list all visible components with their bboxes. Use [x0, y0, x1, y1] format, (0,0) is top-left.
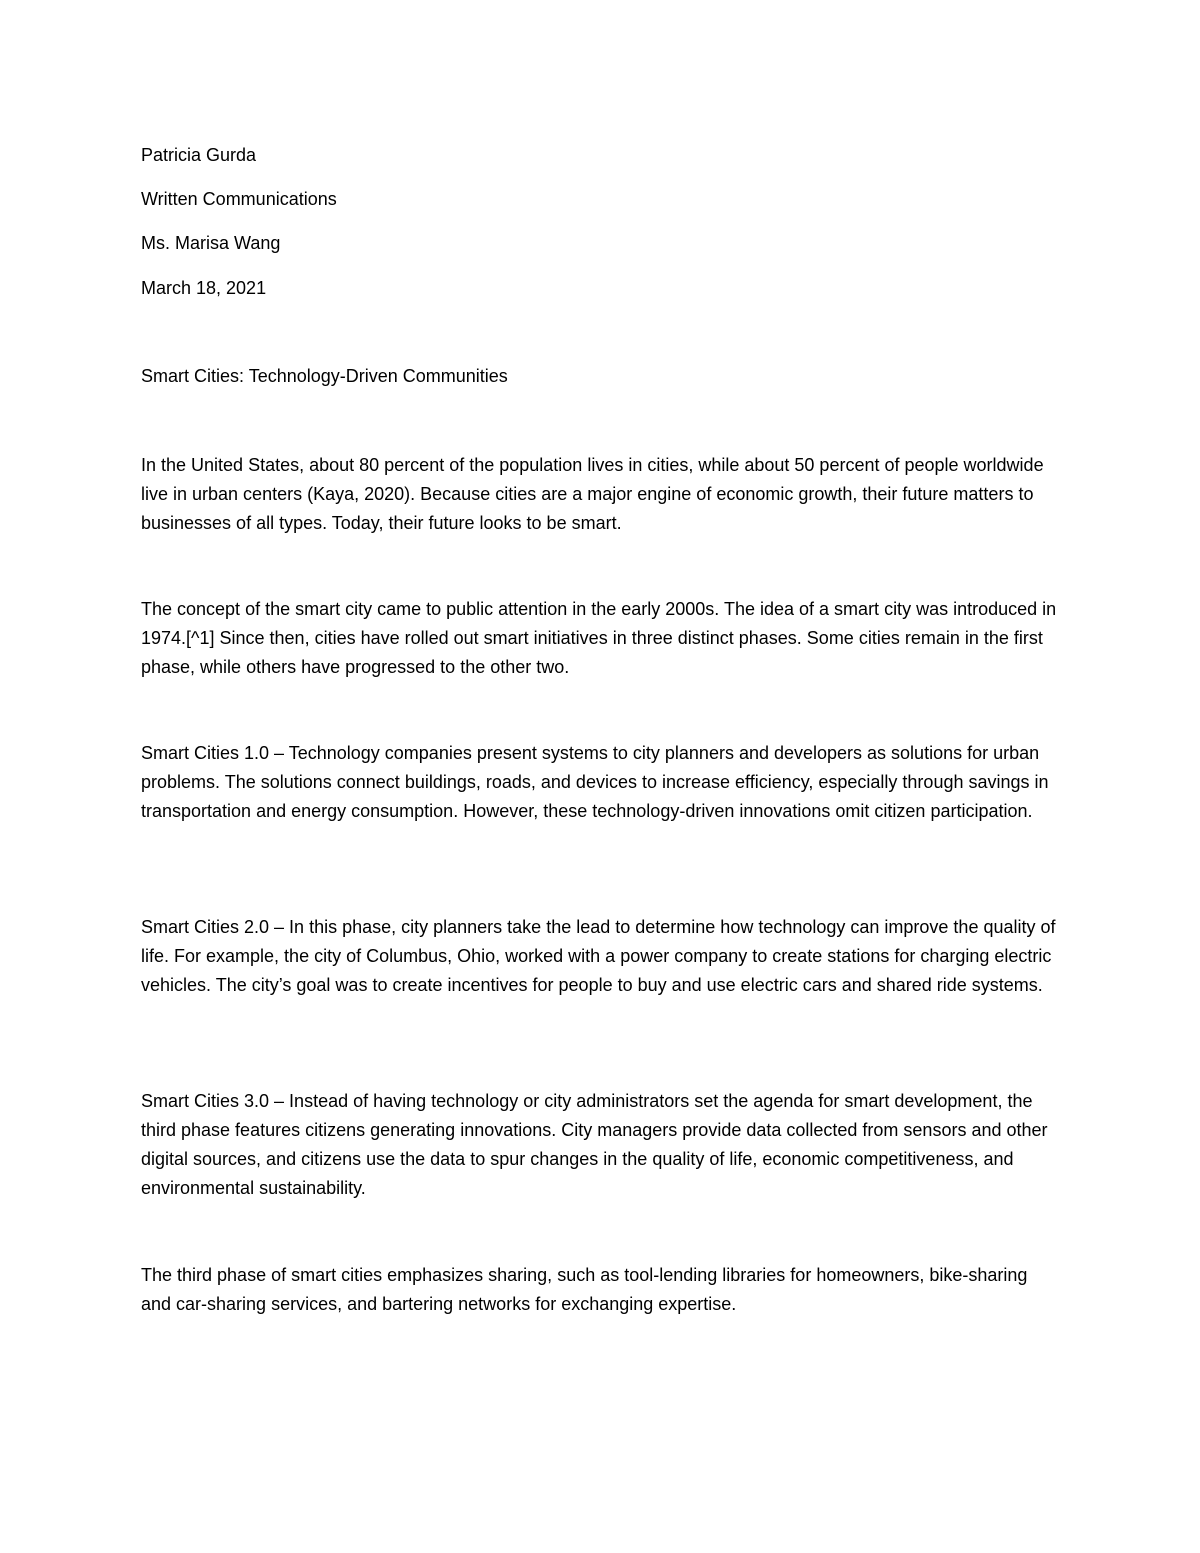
- instructor-name: Ms. Marisa Wang: [141, 233, 281, 253]
- document-date: March 18, 2021: [141, 278, 267, 298]
- paragraph-smart-cities-2: Smart Cities 2.0 – In this phase, city planners take the lead to determine how technology can improve the quality of life. For example, the city of Columbus, Ohio, worked with a power company to create stations for charging electric vehicles. The city’s goal was to create incentives for people to buy and use electric cars and shared ride systems.: [141, 917, 1056, 995]
- paragraph-smart-cities-3: Smart Cities 3.0 – Instead of having technology or city administrators set the agenda for smart development, the third phase features citizens generating innovations. City managers provide data collected from sensors and other digital sources, and citizens use the data to spur changes in the quality of life, economic competitiveness, and environmental sustainability.: [141, 1091, 1048, 1198]
- paragraph-smart-cities-1: Smart Cities 1.0 – Technology companies present systems to city planners and developers as solutions for urban problems. The solutions connect buildings, roads, and devices to increase efficiency, especially through savings in transportation and energy consumption. However, these technology-driven innovations omit citizen participation.: [141, 743, 1049, 821]
- author-name: Patricia Gurda: [141, 145, 257, 165]
- paragraph-intro: In the United States, about 80 percent of the population lives in cities, while about 50 percent of people worldwide live in urban centers (Kaya, 2020). Because cities are a major engine of economic growth, their future matters to businesses of all types. Today, their future looks to be smart.: [141, 455, 1044, 533]
- paragraph-sharing: The third phase of smart cities emphasizes sharing, such as tool-lending libraries for homeowners, bike-sharing and car-sharing services, and bartering networks for exchanging expertise.: [141, 1265, 1028, 1314]
- course-name: Written Communications: [141, 189, 337, 209]
- document-title: Smart Cities: Technology-Driven Communities: [141, 366, 508, 386]
- paragraph-concept: The concept of the smart city came to public attention in the early 2000s. The idea of a smart city was introduced in 1974.[^1] Since then, cities have rolled out smart initiatives in three distinct phases. Some cities remain in the first phase, while others have progressed to the other two.: [141, 599, 1057, 677]
